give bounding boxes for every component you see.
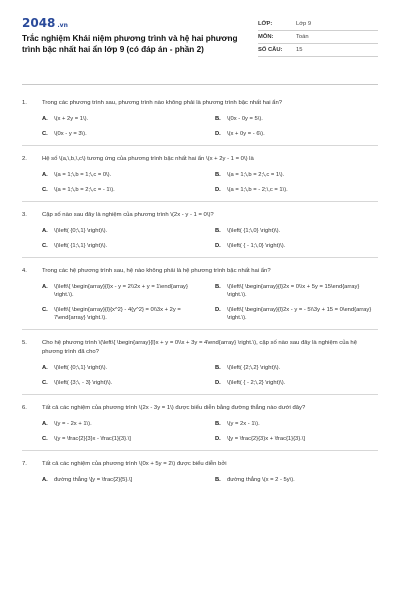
answer-option[interactable] [42, 435, 205, 443]
question-number: 5. [22, 340, 27, 346]
option-letter: C. [42, 307, 48, 313]
option-text: \(\left( {0;\,1} \right)\). [54, 365, 108, 371]
meta-value: Toán [296, 34, 309, 40]
answer-options [22, 227, 378, 250]
answer-option[interactable] [215, 476, 378, 484]
question-number: 1. [22, 100, 27, 106]
option-letter: A. [42, 365, 48, 371]
option-text: \(\left( {2;\,2} \right)\). [227, 365, 281, 371]
option-text: \(a = 1;\,b = 1;\,c = 0\). [54, 172, 112, 178]
question-stem [22, 155, 378, 164]
answer-options [22, 171, 378, 194]
page-header [22, 16, 378, 80]
option-text: \(\left( { - 1;\,0} \right)\). [227, 243, 286, 249]
answer-option[interactable] [215, 306, 378, 322]
answer-option[interactable] [215, 435, 378, 443]
option-text: \(\left( {3;\, - 3} \right)\). [54, 380, 113, 386]
option-letter: D. [215, 380, 221, 386]
meta-question-count [258, 44, 378, 57]
meta-label: LỚP: [258, 21, 273, 27]
option-letter: D. [215, 131, 221, 137]
answer-option[interactable] [215, 379, 378, 387]
answer-option[interactable] [42, 186, 205, 194]
option-text: \(\left\{ \begin{array}{l}{x^2} - 4{y^2} = 0\\3x + 2y = 7\end{array} \right.\). [54, 307, 181, 321]
option-letter: B. [215, 228, 221, 234]
meta-value: 15 [296, 47, 303, 53]
question-item [22, 404, 378, 451]
question-list [22, 85, 378, 491]
option-letter: A. [42, 284, 48, 290]
question-item [22, 211, 378, 258]
question-stem [22, 460, 378, 469]
option-text: \(\left\{ \begin{array}{l}x - y = 2\\2x + y = 1\end{array} \right.\). [54, 284, 188, 298]
option-letter: B. [215, 172, 221, 178]
site-logo[interactable] [22, 16, 247, 30]
answer-option[interactable] [215, 186, 378, 194]
option-text: \(\left\{ \begin{array}{l}2x = 0\\x + 5y = 15\end{array} \right.\). [227, 284, 360, 298]
answer-option[interactable] [42, 115, 205, 123]
answer-options [22, 420, 378, 443]
option-letter: C. [42, 187, 48, 193]
answer-option[interactable] [215, 227, 378, 235]
option-text: đường thẳng \(x = 2 - 5y\). [227, 477, 295, 483]
option-text: \(x + 0y = - 6\). [227, 131, 265, 137]
answer-option[interactable] [42, 476, 205, 484]
question-item [22, 267, 378, 330]
question-number: 6. [22, 405, 27, 411]
meta-subject [258, 31, 378, 44]
question-text: Trong các hệ phương trình sau, hệ nào không phải là hệ phương trình bậc nhất hai ẩn? [42, 268, 271, 274]
page-title: Trắc nghiệm Khái niệm phương trình và hệ hai phương trình bậc nhất hai ẩn lớp 9 (có đáp án - phần 2) [22, 34, 238, 54]
question-item [22, 99, 378, 146]
answer-option[interactable] [42, 306, 205, 322]
question-number: 4. [22, 268, 27, 274]
answer-option[interactable] [215, 242, 378, 250]
answer-options [22, 115, 378, 138]
option-text: \(y = 2x - 1\). [227, 421, 260, 427]
option-text: \(\left( {1;\,1} \right)\). [54, 243, 108, 249]
answer-option[interactable] [42, 420, 205, 428]
option-text: \(a = 1;\,b = 2;\,c = 1\). [227, 172, 285, 178]
option-letter: B. [215, 116, 221, 122]
option-text: \[y = \frac{2}{3}x + \frac{1}{3}.\] [227, 436, 305, 442]
option-letter: D. [215, 187, 221, 193]
answer-option[interactable] [42, 364, 205, 372]
option-letter: C. [42, 131, 48, 137]
option-text: đường thẳng \[y = \frac{2}{5}.\] [54, 477, 133, 483]
question-item [22, 460, 378, 491]
option-letter: A. [42, 172, 48, 178]
answer-option[interactable] [215, 283, 378, 299]
question-text: Tất cả các nghiệm của phương trình \(2x - 3y = 1\) được biểu diễn bằng đường thẳng nào dưới đây? [42, 405, 306, 411]
question-stem [22, 99, 378, 108]
answer-options [22, 283, 378, 322]
question-item [22, 155, 378, 202]
option-letter: D. [215, 436, 221, 442]
question-stem [22, 404, 378, 413]
question-text: Trong các phương trình sau, phương trình nào không phải là phương trình bậc nhất hai ẩn? [42, 100, 283, 106]
logo-domain: .vn [57, 22, 68, 29]
option-letter: D. [215, 243, 221, 249]
question-number: 3. [22, 212, 27, 218]
option-text: \(y = \frac{2}{3}x - \frac{1}{3}.\] [54, 436, 131, 442]
question-text: Cặp số nào sau đây là nghiệm của phương trình \(2x - y - 1 = 0\)? [42, 212, 214, 218]
option-letter: B. [215, 421, 221, 427]
header-left [22, 16, 247, 80]
answer-option[interactable] [42, 130, 205, 138]
logo-text: 2048 [22, 16, 56, 30]
option-text: \(\left( {0;\,1} \right)\). [54, 228, 108, 234]
answer-options [22, 364, 378, 387]
option-text: \(a = 1;\,b = - 2;\,c = 1\). [227, 187, 288, 193]
option-letter: A. [42, 421, 48, 427]
quiz-meta [258, 18, 378, 80]
option-letter: B. [215, 477, 221, 483]
answer-option[interactable] [215, 420, 378, 428]
answer-option[interactable] [215, 130, 378, 138]
answer-option[interactable] [42, 283, 205, 299]
option-text: \(\left( {1;\,0} \right)\). [227, 228, 281, 234]
option-letter: C. [42, 436, 48, 442]
meta-label: MÔN: [258, 34, 274, 40]
option-text: \(x + 2y = 1\). [54, 116, 89, 122]
question-number: 7. [22, 461, 27, 467]
question-stem [22, 211, 378, 220]
option-letter: B. [215, 365, 221, 371]
option-letter: C. [42, 243, 48, 249]
option-text: \(0x - y = 3\). [54, 131, 87, 137]
option-letter: A. [42, 477, 48, 483]
option-letter: A. [42, 228, 48, 234]
option-text: \(0x - 0y = 5\). [227, 116, 263, 122]
option-text: \(\left( { - 2;\,2} \right)\). [227, 380, 286, 386]
option-text: \(a = 1;\,b = 2;\,c = - 1\). [54, 187, 115, 193]
answer-option[interactable] [215, 364, 378, 372]
meta-value: Lớp 9 [296, 21, 312, 27]
answer-option[interactable] [42, 171, 205, 179]
option-text: \(\left\{ \begin{array}{l}2x - y = - 5\\3y + 15 = 0\end{array} \right.\). [227, 307, 372, 321]
meta-class [258, 18, 378, 31]
question-text: Hệ số \(a,\,b,\,c\) tương ứng của phương trình bậc nhất hai ẩn \(x + 2y - 1 = 0\) là [42, 156, 254, 162]
answer-option[interactable] [42, 242, 205, 250]
answer-option[interactable] [42, 227, 205, 235]
question-stem [22, 267, 378, 276]
question-text: Cho hệ phương trình \(\left\{ \begin{array}{l}x + y = 0\\x + 3y = 4\end{array} \right.\), cặp số nào sau đây là nghiệm của hệ phương trình đã cho? [42, 340, 357, 355]
option-text: \(y = - 2x + 1\). [54, 421, 92, 427]
answer-option[interactable] [42, 379, 205, 387]
answer-options [22, 476, 378, 484]
option-letter: B. [215, 284, 221, 290]
question-stem [22, 339, 378, 357]
option-letter: D. [215, 307, 221, 313]
answer-option[interactable] [215, 115, 378, 123]
meta-label: SỐ CÂU: [258, 47, 283, 53]
question-item [22, 339, 378, 395]
question-text: Tất cả các nghiệm của phương trình \(0x + 5y = 2\) được biểu diễn bởi [42, 461, 227, 467]
option-letter: A. [42, 116, 48, 122]
option-letter: C. [42, 380, 48, 386]
question-number: 2. [22, 156, 27, 162]
answer-option[interactable] [215, 171, 378, 179]
